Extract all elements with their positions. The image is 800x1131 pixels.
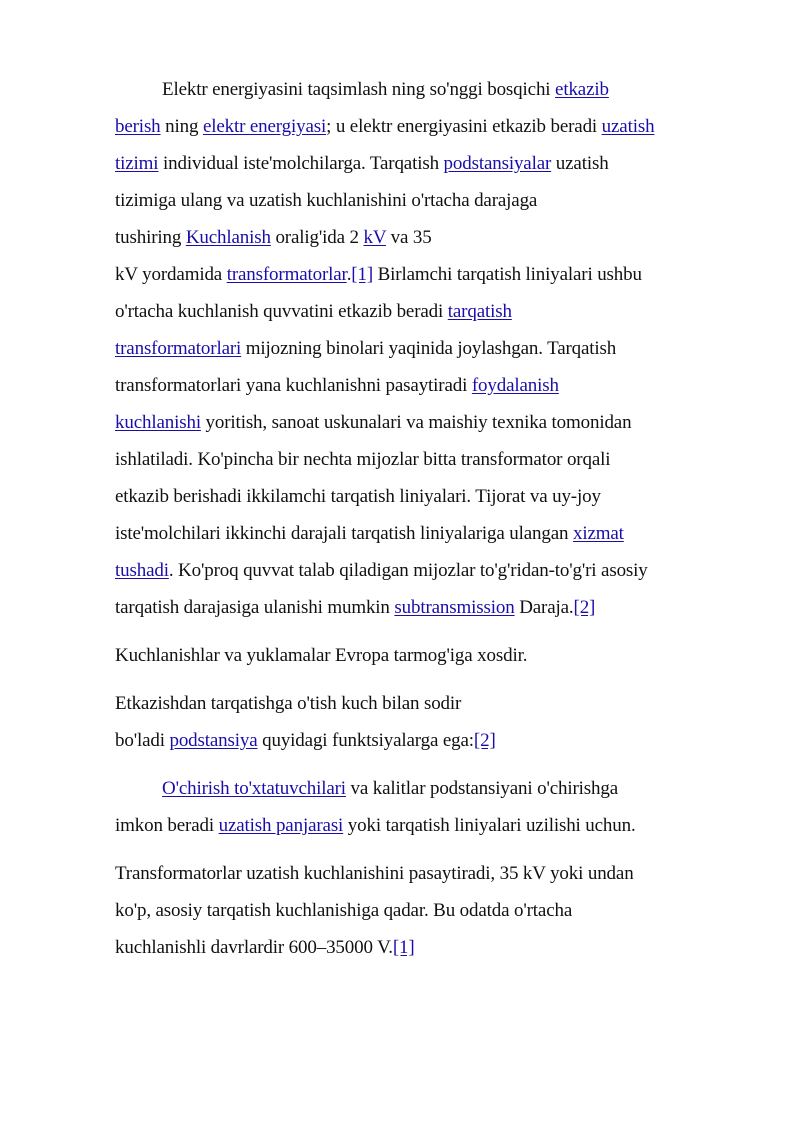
hyperlink[interactable]: tushadi: [115, 560, 169, 581]
hyperlink[interactable]: elektr energiyasi: [202, 116, 327, 137]
text-run: tizimiga ulang va uzatish kuchlanishini o'rtacha darajaga: [115, 190, 538, 211]
text-run: Daraja.: [514, 597, 574, 618]
hyperlink[interactable]: [2]: [573, 597, 596, 618]
text-line: [0, 689, 800, 719]
text-line: [0, 896, 800, 926]
text-line: [0, 297, 800, 327]
text-line: [0, 334, 800, 364]
text-run: kV yordamida: [115, 264, 227, 285]
hyperlink[interactable]: podstansiya: [169, 730, 258, 751]
hyperlink[interactable]: subtransmission: [394, 597, 515, 618]
text-run: Transformatorlar uzatish kuchlanishini pasaytiradi, 35 kV yoki undan: [115, 863, 634, 884]
text-line: [0, 371, 800, 401]
text-run: Kuchlanishlar va yuklamalar Evropa tarmog'iga xosdir.: [115, 645, 528, 666]
text-run: va 35: [386, 227, 432, 248]
text-run: iste'molchilari ikkinchi darajali tarqatish liniyalariga ulangan: [115, 523, 573, 544]
text-line: [0, 186, 800, 216]
text-line: [0, 75, 800, 105]
text-line: [0, 556, 800, 586]
text-run: o'rtacha kuchlanish quvvatini etkazib beradi: [115, 301, 448, 322]
text-run: uzatish: [551, 153, 609, 174]
hyperlink[interactable]: uzatish panjarasi: [218, 815, 344, 836]
hyperlink[interactable]: tarqatish: [447, 301, 512, 322]
hyperlink[interactable]: [1]: [392, 937, 415, 958]
text-run: ning: [160, 116, 203, 137]
text-run: oralig'ida 2: [270, 227, 364, 248]
text-line: [0, 408, 800, 438]
text-run: tushiring: [115, 227, 186, 248]
text-line: [0, 112, 800, 142]
text-line: [0, 260, 800, 290]
text-run: ishlatiladi. Ko'pincha bir nechta mijozlar bitta transformator orqali: [115, 449, 611, 470]
hyperlink[interactable]: O'chirish to'xtatuvchilari: [162, 778, 346, 799]
text-line: [0, 811, 800, 841]
text-line: [0, 774, 800, 804]
hyperlink[interactable]: kV: [363, 227, 387, 248]
text-run: mijozning binolari yaqinida joylashgan. Tarqatish: [241, 338, 617, 359]
hyperlink[interactable]: [1]: [351, 264, 374, 285]
text-run: etkazib berishadi ikkilamchi tarqatish liniyalari. Tijorat va uy-joy: [115, 486, 601, 507]
text-run: Etkazishdan tarqatishga o'tish kuch bilan sodir: [115, 693, 462, 714]
text-run: bo'ladi: [115, 730, 170, 751]
hyperlink[interactable]: uzatish: [601, 116, 655, 137]
text-run: tarqatish darajasiga ulanishi mumkin: [115, 597, 395, 618]
hyperlink[interactable]: transformatorlar: [226, 264, 347, 285]
text-run: ko'p, asosiy tarqatish kuchlanishiga qadar. Bu odatda o'rtacha: [115, 900, 573, 921]
hyperlink[interactable]: podstansiyalar: [443, 153, 552, 174]
hyperlink[interactable]: foydalanish: [471, 375, 559, 396]
text-line: [0, 519, 800, 549]
text-run: transformatorlari yana kuchlanishni pasaytiradi: [115, 375, 472, 396]
hyperlink[interactable]: xizmat: [572, 523, 624, 544]
text-run: va kalitlar podstansiyani o'chirishga: [345, 778, 619, 799]
text-run: kuchlanishli davrlardir 600–35000 V.: [115, 937, 393, 958]
text-line: [0, 593, 800, 623]
text-run: yoritish, sanoat uskunalari va maishiy texnika tomonidan: [200, 412, 632, 433]
hyperlink[interactable]: transformatorlari: [115, 338, 242, 359]
hyperlink[interactable]: [2]: [473, 730, 496, 751]
hyperlink[interactable]: Kuchlanish: [185, 227, 271, 248]
text-line: [0, 482, 800, 512]
text-line: [0, 149, 800, 179]
text-line: [0, 641, 800, 671]
hyperlink[interactable]: kuchlanishi: [115, 412, 201, 433]
hyperlink[interactable]: tizimi: [115, 153, 159, 174]
text-line: [0, 933, 800, 963]
text-run: .: [346, 264, 352, 285]
text-line: [0, 445, 800, 475]
text-line: [0, 859, 800, 889]
text-run: imkon beradi: [115, 815, 219, 836]
text-run: ; u elektr energiyasini etkazib beradi: [326, 116, 602, 137]
text-run: quyidagi funktsiyalarga ega:: [257, 730, 474, 751]
hyperlink[interactable]: etkazib: [555, 79, 609, 100]
hyperlink[interactable]: berish: [115, 116, 161, 137]
text-run: . Ko'proq quvvat talab qiladigan mijozlar to'g'ridan-to'g'ri asosiy: [168, 560, 648, 581]
text-line: [0, 726, 800, 756]
text-run: Elektr energiyasini taqsimlash ning so'nggi bosqichi: [162, 79, 556, 100]
text-run: individual iste'molchilarga. Tarqatish: [158, 153, 444, 174]
text-line: [0, 223, 800, 253]
text-run: Birlamchi tarqatish liniyalari ushbu: [373, 264, 642, 285]
text-run: yoki tarqatish liniyalari uzilishi uchun.: [343, 815, 636, 836]
